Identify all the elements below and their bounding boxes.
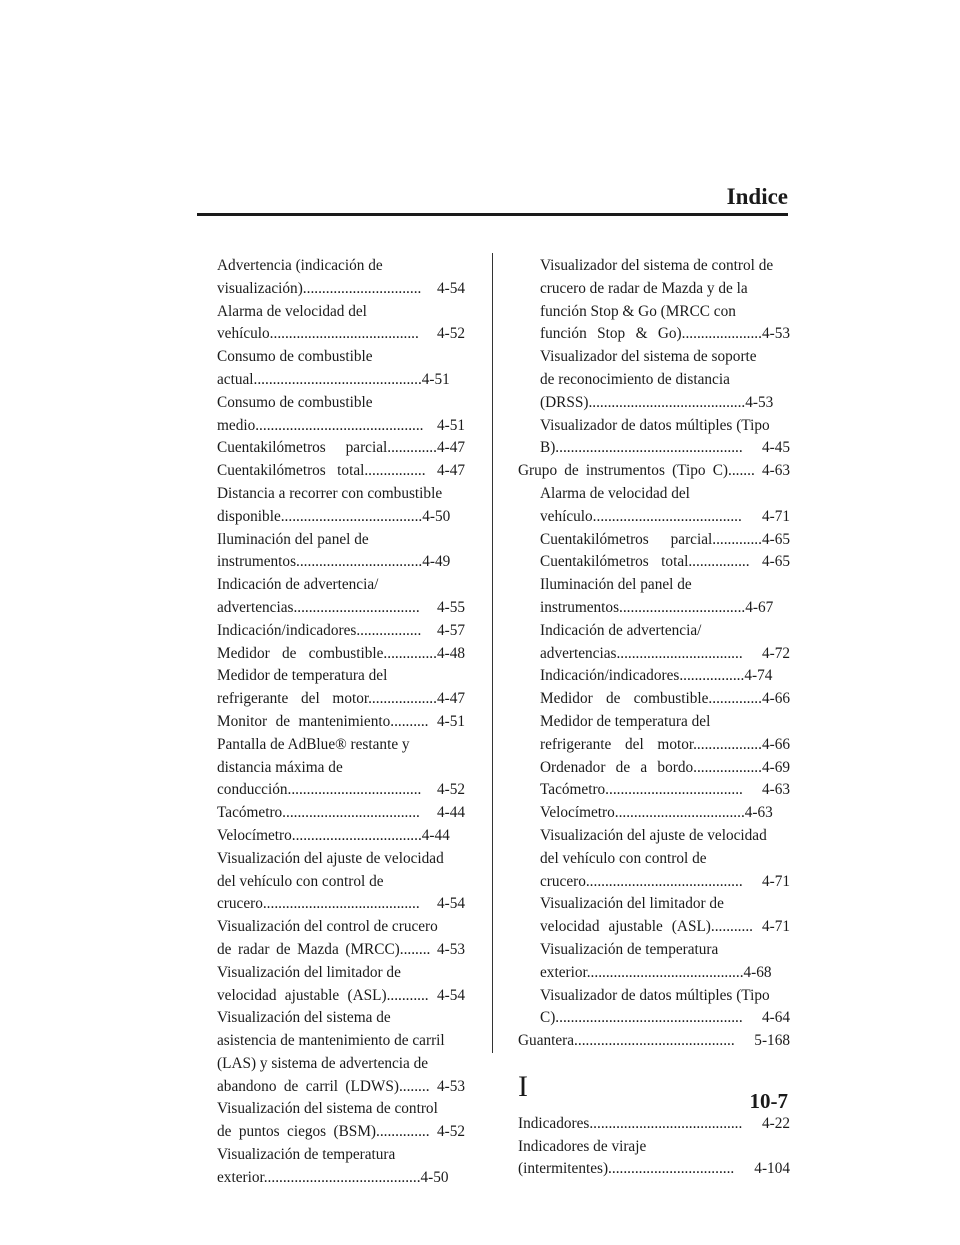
index-entry-reference: crucero......................................... 4-54 — [217, 895, 465, 913]
index-entry-lead: Consumo de combustible — [217, 348, 373, 366]
index-entry — [217, 1098, 465, 1144]
index-entry — [217, 802, 465, 825]
index-entry-lead: Visualizador de datos múltiples (Tipo — [540, 986, 770, 1004]
index-entry — [518, 985, 790, 1031]
index-entry-lead: Consumo de combustible — [217, 393, 373, 411]
index-entry-reference: de puntos ciegos (BSM).............. 4-52 — [217, 1123, 465, 1141]
index-entry-lead: Iluminación del panel de — [540, 576, 692, 594]
index-entry-reference: disponible.....................................4-50 — [217, 507, 451, 525]
index-entry-lead: Medidor de temperatura del — [217, 667, 388, 685]
index-entry — [518, 757, 790, 780]
index-entry-reference: velocidad ajustable (ASL)........... 4-71 — [540, 918, 790, 936]
index-entry-reference: refrigerante del motor..................4-66 — [540, 735, 790, 753]
index-entry — [518, 1030, 790, 1053]
index-entry — [217, 574, 465, 620]
index-entry-reference: Monitor de mantenimiento.......... 4-51 — [217, 712, 465, 730]
index-entry — [518, 939, 790, 985]
index-entry-lead: Iluminación del panel de — [217, 530, 369, 548]
index-entry — [217, 665, 465, 711]
index-entry — [518, 415, 790, 461]
index-entry-lead: de reconocimiento de distancia — [540, 370, 730, 388]
index-entry-reference: Indicación/indicadores.................4-74 — [540, 667, 773, 685]
index-entry-lead: Pantalla de AdBlue® restante y — [217, 735, 410, 753]
index-entry-lead: Visualizador de datos múltiples (Tipo — [540, 416, 770, 434]
index-entry-reference: Guantera.......................................... 5-168 — [518, 1032, 790, 1050]
column-divider — [492, 253, 493, 1053]
index-entry — [518, 665, 790, 688]
index-entry — [217, 620, 465, 643]
index-entry-reference: instrumentos.................................4-49 — [217, 553, 451, 571]
index-entry — [217, 734, 465, 802]
index-entry — [518, 779, 790, 802]
index-entry-reference: Indicación/indicadores................. 4-57 — [217, 621, 465, 639]
index-entry-lead: distancia máxima de — [217, 758, 343, 776]
index-entry-reference: actual............................................4-51 — [217, 370, 450, 388]
index-entry-lead: Indicación de advertencia/ — [540, 621, 702, 639]
index-entry-lead: Distancia a recorrer con combustible — [217, 484, 443, 502]
index-entry-reference: Cuentakilómetros parcial.............4-47 — [217, 439, 465, 457]
index-entry-reference: instrumentos.................................4-67 — [540, 598, 774, 616]
index-entry — [217, 255, 465, 301]
index-entry-reference: B)................................................. 4-45 — [540, 439, 790, 457]
index-entry — [217, 460, 465, 483]
index-entry-reference: refrigerante del motor..................4-47 — [217, 690, 465, 708]
index-column-left — [217, 255, 465, 1190]
index-entry-lead: (LAS) y sistema de advertencia de — [217, 1054, 429, 1072]
index-entry-reference: Medidor de combustible..............4-48 — [217, 644, 465, 662]
index-entry — [217, 392, 465, 438]
index-entry — [217, 848, 465, 916]
index-entry-lead: Visualizador del sistema de control de — [540, 257, 774, 274]
index-entry-reference: función Stop & Go).....................4-53 — [540, 325, 790, 343]
index-entry — [518, 1136, 790, 1182]
index-entry-lead: Alarma de velocidad del — [540, 484, 690, 502]
index-entry-lead: Visualización del limitador de — [217, 963, 401, 981]
index-entry-lead: del vehículo con control de — [217, 872, 384, 890]
index-entry — [217, 346, 465, 392]
index-entry-lead: del vehículo con control de — [540, 849, 707, 867]
index-entry-reference: Velocímetro..................................4-44 — [217, 826, 450, 844]
index-entry — [217, 1144, 465, 1190]
index-entry-reference: Cuentakilómetros total................ 4-47 — [217, 462, 465, 480]
index-entry-lead: Visualización de temperatura — [217, 1146, 396, 1164]
index-entry — [518, 620, 790, 666]
index-entry-reference: C)................................................. 4-64 — [540, 1009, 790, 1027]
index-entry-lead: Indicación de advertencia/ — [217, 576, 379, 594]
index-entry-reference: velocidad ajustable (ASL)........... 4-54 — [217, 986, 465, 1004]
index-entry-reference: advertencias................................. 4-72 — [540, 644, 790, 662]
index-entry — [518, 255, 790, 346]
index-entry — [518, 825, 790, 893]
index-entry-lead: Visualizador del sistema de soporte — [540, 348, 757, 366]
index-entry — [217, 962, 465, 1008]
index-entry-lead: Indicadores de viraje — [518, 1137, 647, 1155]
index-entry-reference: Tacómetro.................................... 4-44 — [217, 804, 465, 822]
index-entry-reference: de radar de Mazda (MRCC)........ 4-53 — [217, 940, 465, 958]
index-entry — [518, 460, 790, 483]
index-entry-reference: (DRSS).........................................4-53 — [540, 393, 774, 411]
index-entry-lead: Visualización del sistema de control — [217, 1100, 438, 1118]
index-entry — [518, 802, 790, 825]
index-entry-lead: Visualización del limitador de — [540, 895, 724, 913]
index-entry-reference: Tacómetro.................................... 4-63 — [540, 781, 790, 799]
index-entry — [518, 346, 790, 414]
index-entry — [518, 574, 790, 620]
index-entry-reference: abandono de carril (LDWS)........ 4-53 — [217, 1077, 465, 1095]
index-entry-reference: Velocímetro..................................4-63 — [540, 804, 773, 822]
index-entry-reference: vehículo....................................... 4-71 — [540, 507, 790, 525]
index-entry-lead: Advertencia (indicación de — [217, 257, 383, 274]
index-entry-lead: crucero de radar de Mazda y de la — [540, 279, 748, 297]
header-rule — [197, 213, 788, 216]
index-entry — [217, 825, 465, 848]
index-entry-lead: Visualización del sistema de — [217, 1009, 391, 1027]
index-entry-lead: Visualización del ajuste de velocidad — [217, 849, 444, 867]
index-entry — [518, 1113, 790, 1136]
index-entry-lead: Visualización del control de crucero — [217, 918, 438, 936]
index-entry-reference: Indicadores........................................ 4-22 — [518, 1114, 790, 1132]
index-entry — [217, 1007, 465, 1098]
index-entry-reference: crucero......................................... 4-71 — [540, 872, 790, 890]
index-entry — [518, 551, 790, 574]
index-entry — [518, 529, 790, 552]
index-entry — [217, 483, 465, 529]
index-section-letter: I — [518, 1069, 528, 1103]
index-entry-reference: vehículo....................................... 4-52 — [217, 325, 465, 343]
index-entry — [518, 711, 790, 757]
index-entry-lead: asistencia de mantenimiento de carril — [217, 1032, 445, 1050]
index-entry-lead: Alarma de velocidad del — [217, 302, 367, 320]
index-entry — [518, 688, 790, 711]
index-entry-reference: (intermitentes)................................. 4-104 — [518, 1160, 790, 1178]
index-entry-reference: Ordenador de a bordo..................4-69 — [540, 758, 790, 776]
index-entry — [217, 711, 465, 734]
page-number: 10-7 — [749, 1089, 788, 1113]
index-entry-reference: Grupo de instrumentos (Tipo C)....... 4-63 — [518, 462, 790, 480]
index-entry-reference: medio............................................ 4-51 — [217, 416, 465, 434]
index-entry-reference: Cuentakilómetros parcial.............4-65 — [540, 530, 790, 548]
index-entry — [518, 893, 790, 939]
index-entry-reference: Medidor de combustible..............4-66 — [540, 690, 790, 708]
index-entry-lead: Medidor de temperatura del — [540, 712, 711, 730]
index-entry-lead: Visualización del ajuste de velocidad — [540, 826, 767, 844]
index-entry — [217, 916, 465, 962]
index-entry — [217, 301, 465, 347]
page-header-title: Indice — [726, 184, 788, 209]
index-entry-lead: Visualización de temperatura — [540, 940, 719, 958]
index-entry — [217, 529, 465, 575]
index-entry — [217, 437, 465, 460]
index-entry — [217, 643, 465, 666]
index-entry-reference: advertencias................................. 4-55 — [217, 598, 465, 616]
index-entry-reference: Cuentakilómetros total................ 4-65 — [540, 553, 790, 571]
index-entry-reference: exterior.........................................4-50 — [217, 1168, 449, 1186]
index-column-right — [518, 255, 790, 1181]
index-entry-reference: visualización)............................... 4-54 — [217, 279, 465, 297]
index-entry-reference: conducción................................... 4-52 — [217, 781, 465, 799]
index-entry-reference: exterior.........................................4-68 — [540, 963, 772, 981]
index-entry — [518, 483, 790, 529]
index-entry-lead: función Stop & Go (MRCC con — [540, 302, 736, 320]
